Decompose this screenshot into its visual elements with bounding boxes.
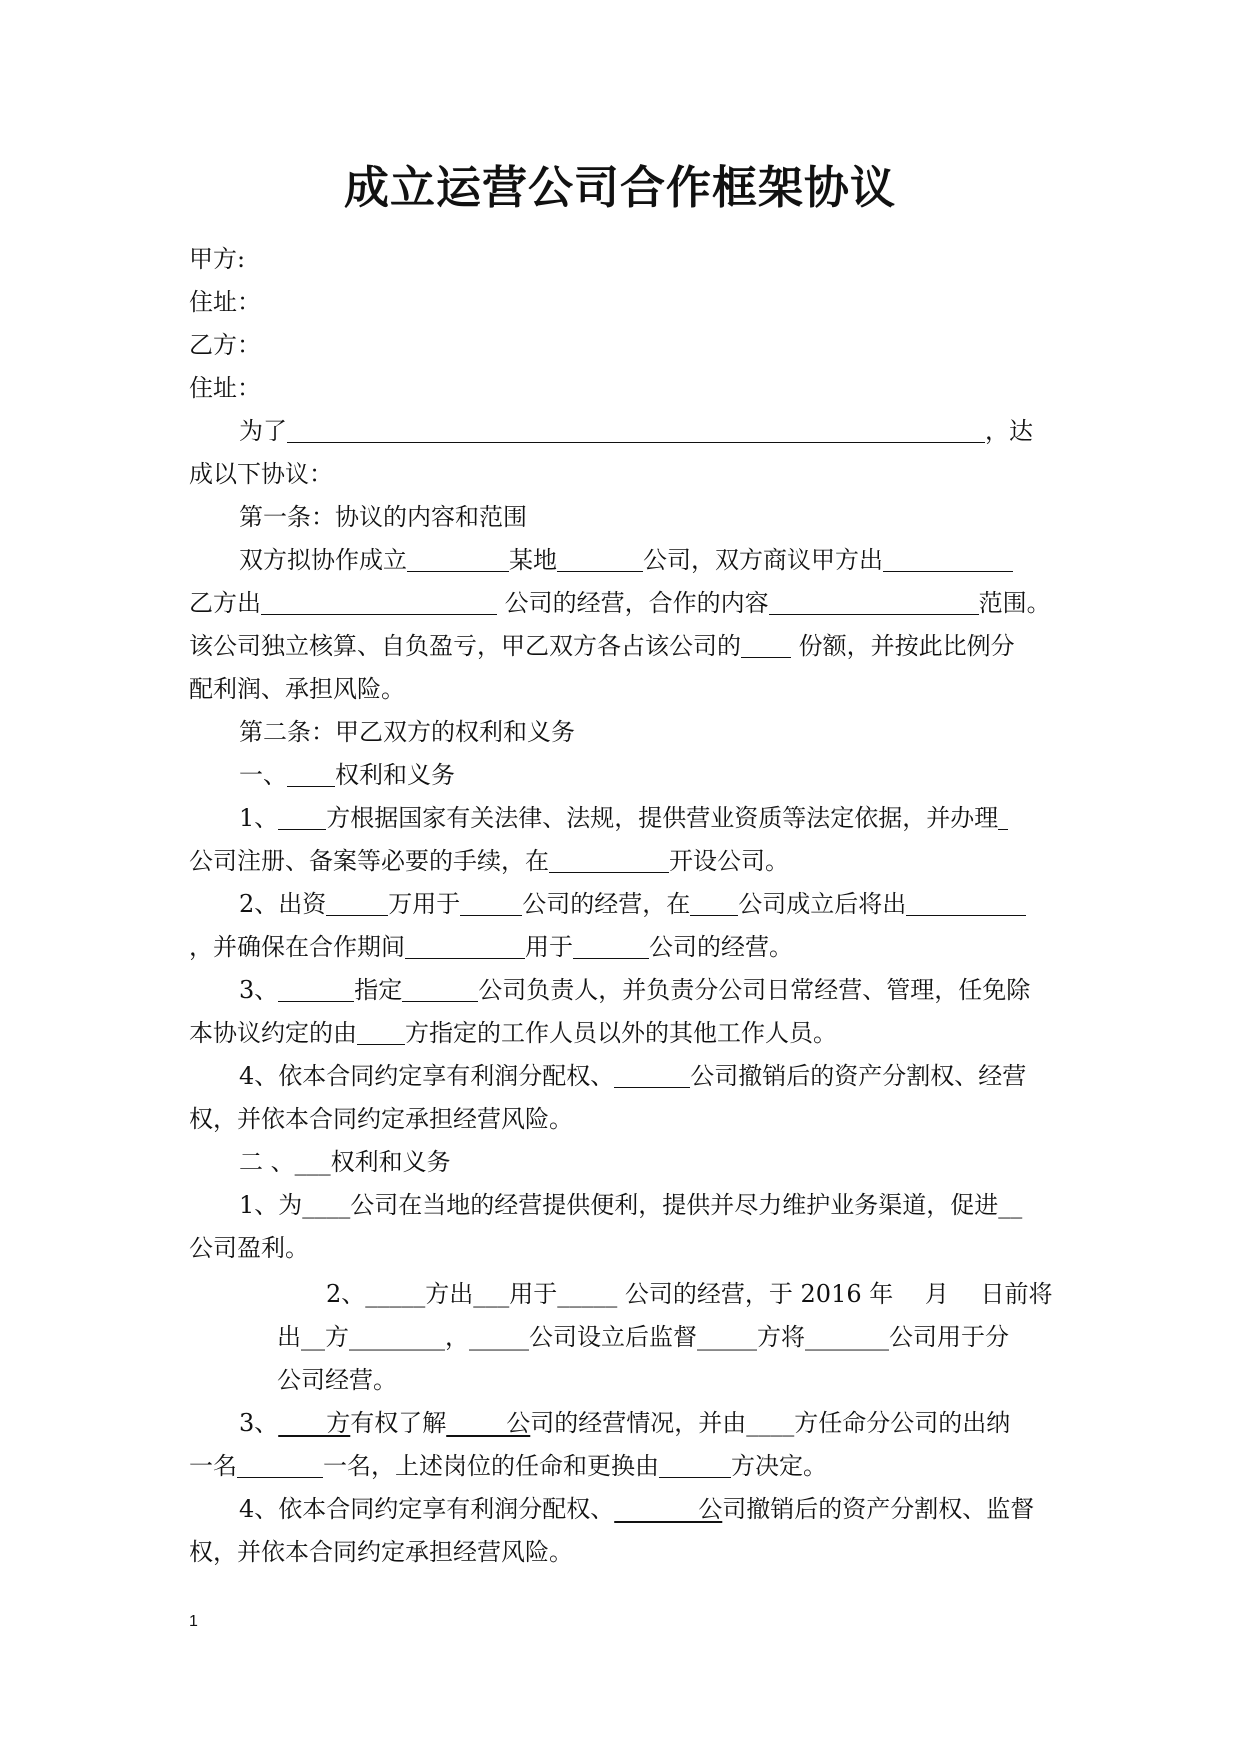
s2-i3-t3: 司的经营情况，并由 [530, 1409, 747, 1437]
s2-i2-l2-t3: ， [445, 1323, 469, 1351]
a1-text-5: 公司的经营，合作的内容 [497, 589, 769, 617]
a1-text-6: 范围。 [978, 589, 1051, 617]
s2-i2-t2: 方出 [425, 1280, 474, 1308]
s1-i3-t3: 公司负责人，并负责分公司日常经营、管理，任免除 [478, 976, 1031, 1004]
address-b-label: 住址： [189, 374, 261, 402]
s2-i3-t1: 3、 [239, 1409, 279, 1437]
blank [402, 975, 478, 1002]
article-1-paragraph-line-1 [239, 543, 1013, 577]
s1-i1-cont2: 开设公司。 [669, 847, 789, 875]
s2-item-2-line-1 [326, 1277, 1053, 1311]
section-1-heading [239, 758, 455, 792]
s2-item-4-line-1 [239, 1492, 1034, 1526]
s1-i2-t3: 公司的经营，在 [522, 890, 691, 918]
s1-i1-text: 方根据国家有关法律、法规，提供营业资质等法定依据，并办理 [326, 804, 999, 832]
s2-i2-t4: 公司的经营，于 2016 年 月 日前将 [617, 1280, 1053, 1308]
s1-i3-cont2: 方指定的工作人员以外的其他工作人员。 [405, 1019, 837, 1047]
s1-i2-t1: 2、出资 [239, 890, 327, 918]
s2-i4-u1: _______公 [614, 1495, 723, 1523]
s1-item-3-line-1 [239, 973, 1030, 1007]
s2-i2-l2-t5: 方将 [757, 1323, 805, 1351]
s2-i3-t4: 方任命分公司的出纳 [794, 1409, 1011, 1437]
blank [278, 975, 354, 1002]
s2-i2-l2-t6: 公司用于分 [889, 1323, 1009, 1351]
blank [549, 846, 669, 873]
agreement-line: 成以下协议： [189, 460, 333, 488]
s2-i2-l2-t2: 方 [325, 1323, 349, 1351]
s2-i3-t2: 有权了解 [350, 1409, 447, 1437]
s1-suffix: 权利和义务 [335, 761, 455, 789]
blank [573, 932, 649, 959]
s1-i3-cont1: 本协议约定的由 [189, 1019, 357, 1047]
s2-item-3-line-2 [189, 1449, 827, 1483]
blank [690, 889, 738, 916]
a1-text-3: 公司，双方商议甲方出 [643, 546, 883, 574]
blank [460, 889, 522, 916]
s1-i2-t2: 万用于 [388, 890, 461, 918]
s2-i3-l2-t3: 方决定。 [731, 1452, 827, 1480]
blank [357, 1018, 405, 1045]
s2-i1-t1: 1、为 [239, 1191, 303, 1219]
s2-item-2-line-2 [277, 1320, 1009, 1354]
blank [998, 803, 1008, 830]
a1-text-4: 乙方出 [189, 589, 261, 617]
purpose-end: ，达 [985, 417, 1033, 445]
section-2-heading [239, 1145, 451, 1179]
s2-i2-l2-b4: _____ [697, 1323, 757, 1351]
s2-item-3-line-1 [239, 1406, 1010, 1440]
s2-i2-l2-b1: __ [301, 1323, 325, 1351]
s2-i1-t2: 公司在当地的经营提供便利，提供并尽力维护业务渠道，促进 [350, 1191, 999, 1219]
blank [883, 545, 1013, 572]
article-1-paragraph-line-2 [189, 586, 1051, 620]
a1-text-8: 份额，并按此比例分 [791, 632, 1015, 660]
page-number: 1 [189, 1613, 198, 1630]
blank [659, 1451, 731, 1478]
s1-item-3-line-2 [189, 1016, 837, 1050]
a1-text-7: 该公司独立核算、自负盈亏，甲乙双方各占该公司的 [189, 632, 741, 660]
s2-i2-l2-b3: _____ [469, 1323, 529, 1351]
article-1-paragraph-line-4: 配利润、承担风险。 [189, 675, 405, 703]
s1-i4-t2: 公司撤销后的资产分割权、经营 [690, 1062, 1027, 1090]
s1-i1-num: 1、 [239, 804, 279, 832]
s1-item-1-line-2 [189, 844, 789, 878]
s2-i2-l2-b5: _______ [805, 1323, 889, 1351]
s2-suffix: 权利和义务 [330, 1148, 451, 1176]
party-b-label: 乙方： [189, 331, 261, 359]
blank [261, 588, 497, 615]
s1-item-4-line-2: 权，并依本合同约定承担经营风险。 [189, 1105, 573, 1133]
purpose-line [239, 414, 1033, 448]
blank [405, 932, 525, 959]
s2-i4-t2: 司撤销后的资产分割权、监督 [722, 1495, 1035, 1523]
s2-item-2-line-3: 公司经营。 [277, 1366, 397, 1394]
s2-i3-b1: ____ [746, 1409, 795, 1437]
s1-i2-cont2: 用于 [525, 933, 573, 961]
blank [407, 545, 509, 572]
party-a-label: 甲方: [189, 245, 246, 273]
s2-item-1-line-1 [239, 1188, 1022, 1222]
s2-i1-b1: ____ [302, 1191, 351, 1219]
s1-item-1-line-1 [239, 801, 1008, 835]
blank [906, 889, 1026, 916]
s2-i1-b2: __ [998, 1191, 1023, 1219]
s2-prefix: 二 、 [239, 1148, 295, 1176]
blank [326, 889, 388, 916]
s2-i2-b3: _____ [557, 1280, 618, 1308]
a1-text-1: 双方拟协作成立 [239, 546, 407, 574]
s2-i3-l2-t1: 一名 [189, 1452, 237, 1480]
s2-i3-u1: ____方 [278, 1409, 351, 1437]
blank [741, 631, 791, 658]
s2-i3-l2-t2: 一名，上述岗位的任命和更换由 [323, 1452, 659, 1480]
blank [278, 803, 326, 830]
s1-prefix: 一、 [239, 761, 287, 789]
s1-item-2-line-1 [239, 887, 1026, 921]
s1-i1-cont: 公司注册、备案等必要的手续，在 [189, 847, 549, 875]
s2-blank: ___ [294, 1148, 331, 1176]
blank [237, 1451, 323, 1478]
s1-i2-t4: 公司成立后将出 [738, 890, 907, 918]
s2-i2-t1: 2、 [326, 1280, 366, 1308]
s2-i2-t3: 用于 [509, 1280, 558, 1308]
s2-i2-l2-t1: 出 [277, 1323, 301, 1351]
document-title: 成立运营公司合作框架协议 [343, 161, 896, 214]
blank [557, 545, 643, 572]
s2-i4-t1: 4、依本合同约定享有利润分配权、 [239, 1495, 615, 1523]
s2-i2-b2: ___ [473, 1280, 510, 1308]
s1-i4-t1: 4、依本合同约定享有利润分配权、 [239, 1062, 615, 1090]
article-2-heading: 第二条：甲乙双方的权利和义务 [239, 718, 575, 746]
purpose-start: 为了 [239, 417, 287, 445]
s2-i3-u2: _____公 [446, 1409, 531, 1437]
a1-text-2: 某地 [509, 546, 557, 574]
s1-item-2-line-2 [189, 930, 793, 964]
s1-item-4-line-1 [239, 1059, 1026, 1093]
blank [614, 1061, 690, 1088]
blank [769, 588, 979, 615]
s1-i3-t1: 3、 [239, 976, 279, 1004]
article-1-heading: 第一条：协议的内容和范围 [239, 503, 527, 531]
s2-item-4-line-2: 权，并依本合同约定承担经营风险。 [189, 1538, 573, 1566]
article-1-paragraph-line-3 [189, 629, 1015, 663]
s2-i2-l2-t4: 公司设立后监督 [529, 1323, 697, 1351]
address-a-label: 住址： [189, 288, 261, 316]
s1-i2-cont1: ，并确保在合作期间 [189, 933, 405, 961]
blank [287, 760, 335, 787]
s2-item-1-line-2: 公司盈利。 [189, 1234, 309, 1262]
s1-i3-t2: 指定 [354, 976, 403, 1004]
s1-i2-cont3: 公司的经营。 [649, 933, 793, 961]
s2-i2-l2-b2: ________ [349, 1323, 445, 1351]
s2-i2-b1: _____ [365, 1280, 426, 1308]
purpose-blank [287, 416, 985, 443]
